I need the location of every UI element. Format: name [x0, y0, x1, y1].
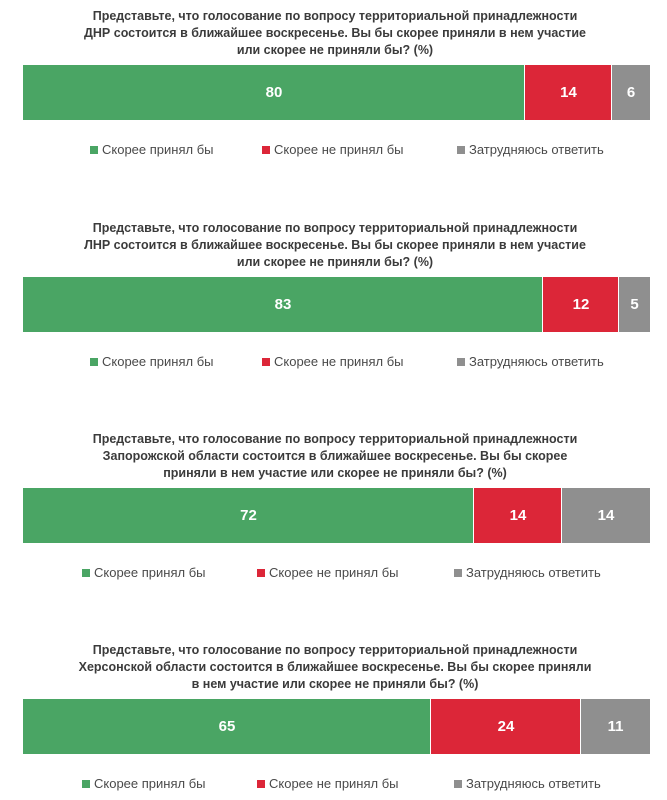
legend-swatch-accept — [82, 569, 90, 577]
legend-swatch-accept — [90, 358, 98, 366]
legend-item-unsure — [457, 353, 604, 371]
legend-label: Скорее не принял бы — [274, 142, 404, 157]
chart-title — [40, 431, 630, 482]
legend-item-decline — [262, 353, 404, 371]
chart-title — [40, 220, 630, 271]
chart-title-line: ЛНР состоится в ближайшее воскресенье. Вы бы скорее приняли в нем участие — [84, 238, 586, 252]
legend-label: Затрудняюсь ответить — [466, 776, 601, 791]
legend-item-unsure — [457, 141, 604, 159]
data-label-accept: 72 — [240, 507, 257, 524]
data-label-accept: 83 — [274, 296, 292, 313]
legend-swatch-decline — [262, 146, 270, 154]
legend-item-accept — [82, 564, 206, 582]
chart-panel-3 — [0, 428, 667, 588]
legend-label: Скорее не принял бы — [274, 354, 404, 369]
chart-panel-4 — [0, 639, 667, 799]
chart-title-line: или скорее не приняли бы? (%) — [236, 255, 434, 269]
chart-legend — [0, 775, 667, 793]
legend-label: Затрудняюсь ответить — [466, 565, 601, 580]
legend-label: Затрудняюсь ответить — [469, 142, 604, 157]
legend-item-decline — [257, 564, 399, 582]
legend-swatch-unsure — [454, 569, 462, 577]
chart-title-line: Представьте, что голосование по вопросу территориальной принадлежности — [92, 9, 578, 23]
legend-swatch-unsure — [454, 780, 462, 788]
chart-title-line: приняли в нем участие или скорее не приняли бы? (%) — [163, 466, 507, 480]
data-label-decline: 12 — [572, 296, 590, 313]
data-label-unsure: 11 — [607, 718, 624, 735]
stacked-bar — [23, 65, 650, 120]
legend-label: Затрудняюсь ответить — [469, 354, 604, 369]
legend-item-accept — [82, 775, 206, 793]
chart-title-line: Запорожской области состоится в ближайшее воскресенье. Вы бы скорее — [102, 449, 568, 463]
legend-swatch-accept — [90, 146, 98, 154]
chart-panel-2 — [0, 217, 667, 377]
stacked-bar — [23, 488, 650, 543]
chart-title — [40, 8, 630, 59]
chart-title-line: Представьте, что голосование по вопросу территориальной принадлежности — [92, 432, 578, 446]
chart-title-line: Представьте, что голосование по вопросу территориальной принадлежности — [92, 221, 578, 235]
legend-swatch-decline — [257, 780, 265, 788]
legend-item-unsure — [454, 564, 601, 582]
chart-title — [40, 642, 630, 693]
legend-label: Скорее принял бы — [102, 142, 214, 157]
chart-title-line: или скорее не приняли бы? (%) — [236, 43, 434, 57]
data-label-unsure: 14 — [597, 507, 615, 524]
legend-item-unsure — [454, 775, 601, 793]
chart-title-line: Представьте, что голосование по вопросу территориальной принадлежности — [92, 643, 578, 657]
legend-item-decline — [257, 775, 399, 793]
chart-title-line: ДНР состоится в ближайшее воскресенье. Вы бы скорее приняли в нем участие — [84, 26, 586, 40]
legend-label: Скорее принял бы — [102, 354, 214, 369]
legend-swatch-unsure — [457, 358, 465, 366]
data-label-decline: 14 — [509, 507, 527, 524]
chart-title-line: Херсонской области состоится в ближайшее воскресенье. Вы бы скорее приняли — [78, 660, 592, 674]
legend-label: Скорее принял бы — [94, 565, 206, 580]
stacked-bar — [23, 699, 650, 754]
legend-swatch-decline — [262, 358, 270, 366]
data-label-unsure: 5 — [630, 296, 639, 313]
legend-item-accept — [90, 353, 214, 371]
legend-swatch-unsure — [457, 146, 465, 154]
legend-label: Скорее не принял бы — [269, 565, 399, 580]
data-label-decline: 14 — [560, 84, 577, 101]
legend-label: Скорее принял бы — [94, 776, 206, 791]
data-label-accept: 80 — [265, 84, 283, 101]
chart-panel-1 — [0, 5, 667, 165]
chart-legend — [0, 141, 667, 159]
legend-swatch-decline — [257, 569, 265, 577]
data-label-decline: 24 — [497, 718, 515, 735]
legend-item-accept — [90, 141, 214, 159]
legend-item-decline — [262, 141, 404, 159]
legend-label: Скорее не принял бы — [269, 776, 399, 791]
data-label-unsure: 6 — [626, 84, 636, 101]
stacked-bar — [23, 277, 650, 332]
chart-legend — [0, 353, 667, 371]
data-label-accept: 65 — [218, 718, 236, 735]
chart-title-line: в нем участие или скорее не приняли бы? (%) — [191, 677, 479, 691]
chart-legend — [0, 564, 667, 582]
legend-swatch-accept — [82, 780, 90, 788]
